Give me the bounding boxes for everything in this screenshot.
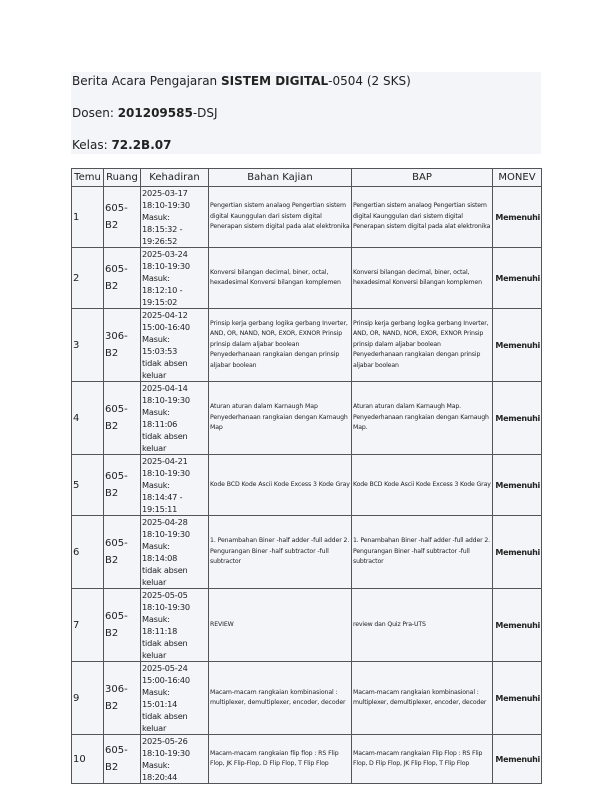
cell-bap: Konversi bilangan decimal, biner, octal, hexadesimal Konversi bilangan komplemen [352, 248, 493, 309]
cell-temu: 9 [72, 662, 104, 735]
cell-ruang: 605-B2 [104, 455, 141, 516]
cell-ruang: 605-B2 [104, 516, 141, 589]
cell-bap: Macam-macam rangkaian Flip Flop : RS Flip Flop, D Flip Flop, JK Flip Flop, T Flip Flop [352, 735, 493, 784]
cell-kehadiran: 2025-05-05 18:10-19:30 Masuk: 18:11:18 tidak absen keluar [141, 589, 209, 662]
cell-bap: Kode BCD Kode Ascii Kode Excess 3 Kode Gray [352, 455, 493, 516]
table-row [72, 455, 542, 516]
table-row [72, 662, 542, 735]
dosen-id: 201209585 [117, 106, 193, 120]
cell-bap: Macam-macam rangkaian kombinasional : multiplexer, demultiplexer, encoder, decoder [352, 662, 493, 735]
table-row [72, 516, 542, 589]
kelas-value: 72.2B.07 [111, 138, 172, 152]
col-bap: BAP [352, 169, 493, 187]
cell-bahan-kajian: Aturan aturan dalam Karnaugh Map Penyederhanaan rangkaian dengan Karnaugh Map [209, 382, 352, 455]
cell-bahan-kajian: 1. Penambahan Biner -half adder -full adder 2. Pengurangan Biner -half subtractor -full subtractor [209, 516, 352, 589]
cell-temu: 2 [72, 248, 104, 309]
cell-bap: Aturan aturan dalam Karnaugh Map. Penyederhanaan rangkaian dengan Karnaugh Map. [352, 382, 493, 455]
cell-monev: Memenuhi [493, 187, 542, 248]
title-prefix: Berita Acara Pengajaran [72, 74, 221, 88]
cell-ruang: 605-B2 [104, 589, 141, 662]
col-bahan-kajian: Bahan Kajian [209, 169, 352, 187]
cell-monev: Memenuhi [493, 735, 542, 784]
cell-ruang: 605-B2 [104, 248, 141, 309]
cell-bahan-kajian: Pengertian sistem analaog Pengertian sistem digital Kaunggulan dari sistem digital Penerapan sistem digital pada alat elektronika [209, 187, 352, 248]
cell-bahan-kajian: Kode BCD Kode Ascii Kode Excess 3 Kode Gray [209, 455, 352, 516]
cell-temu: 1 [72, 187, 104, 248]
col-temu: Temu [72, 169, 104, 187]
cell-kehadiran: 2025-05-24 15:00-16:40 Masuk: 15:01:14 tidak absen keluar [141, 662, 209, 735]
cell-bap: 1. Penambahan Biner -half adder -full adder 2. Pengurangan Biner -half subtractor -full subtractor [352, 516, 493, 589]
cell-bahan-kajian: Macam-macam rangkaian kombinasional : multiplexer, demultiplexer, encoder, decoder [209, 662, 352, 735]
cell-kehadiran: 2025-04-14 18:10-19:30 Masuk: 18:11:06 tidak absen keluar [141, 382, 209, 455]
course-code: -0504 (2 SKS) [328, 74, 411, 88]
cell-ruang: 605-B2 [104, 187, 141, 248]
cell-kehadiran: 2025-03-17 18:10-19:30 Masuk: 18:15:32 - 19:26:52 [141, 187, 209, 248]
cell-monev: Memenuhi [493, 309, 542, 382]
course-name: SISTEM DIGITAL [220, 74, 329, 88]
cell-ruang: 605-B2 [104, 382, 141, 455]
table-row [72, 382, 542, 455]
table-header-row [72, 169, 542, 187]
cell-monev: Memenuhi [493, 516, 542, 589]
table-row [72, 735, 542, 784]
cell-bahan-kajian: Konversi bilangan decimal, biner, octal, hexadesimal Konversi bilangan komplemen [209, 248, 352, 309]
col-ruang: Ruang [104, 169, 141, 187]
dosen-line [72, 105, 218, 121]
cell-monev: Memenuhi [493, 589, 542, 662]
cell-kehadiran: 2025-03-24 18:10-19:30 Masuk: 18:12:10 - 19:15:02 [141, 248, 209, 309]
col-kehadiran: Kehadiran [141, 169, 209, 187]
table-row [72, 248, 542, 309]
cell-bahan-kajian: REVIEW [209, 589, 352, 662]
cell-monev: Memenuhi [493, 455, 542, 516]
cell-ruang: 605-B2 [104, 735, 141, 784]
cell-bap: Prinsip kerja gerbang logika gerbang Inverter, AND, OR, NAND, NOR, EXOR, EXNOR Prinsip prinsip dalam aljabar boolean Penyederhanaan rangkaian dengan prinsip aljabar boolean [352, 309, 493, 382]
page-title [72, 73, 411, 89]
cell-bahan-kajian: Macam-macam rangkaian flip flop : RS Flip Flop, JK Flip-Flop, D Flip Flop, T Flip Flop [209, 735, 352, 784]
kelas-line [72, 137, 171, 153]
cell-temu: 6 [72, 516, 104, 589]
table-row [72, 187, 542, 248]
cell-temu: 5 [72, 455, 104, 516]
cell-bap: Pengertian sistem analaog Pengertian sistem digital Kaunggulan dari sistem digital Penerapan sistem digital pada alat elektronika [352, 187, 493, 248]
kelas-label: Kelas: [72, 138, 112, 152]
dosen-suffix: -DSJ [192, 106, 218, 120]
attendance-table [71, 168, 542, 784]
cell-ruang: 306-B2 [104, 662, 141, 735]
cell-temu: 4 [72, 382, 104, 455]
cell-kehadiran: 2025-04-12 15:00-16:40 Masuk: 15:03:53 tidak absen keluar [141, 309, 209, 382]
table-row [72, 589, 542, 662]
cell-temu: 10 [72, 735, 104, 784]
table-row [72, 309, 542, 382]
dosen-label: Dosen: [72, 106, 118, 120]
cell-monev: Memenuhi [493, 248, 542, 309]
cell-kehadiran: 2025-05-26 18:10-19:30 Masuk: 18:20:44 [141, 735, 209, 784]
cell-kehadiran: 2025-04-21 18:10-19:30 Masuk: 18:14:47 - 19:15:11 [141, 455, 209, 516]
cell-bahan-kajian: Prinsip kerja gerbang logika gerbang Inverter, AND, OR, NAND, NOR, EXOR, EXNOR Prinsip prinsip dalam aljabar boolean Penyederhanaan rangkaian dengan prinsip aljabar boolean [209, 309, 352, 382]
cell-ruang: 306-B2 [104, 309, 141, 382]
cell-monev: Memenuhi [493, 662, 542, 735]
cell-kehadiran: 2025-04-28 18:10-19:30 Masuk: 18:14:08 tidak absen keluar [141, 516, 209, 589]
cell-temu: 3 [72, 309, 104, 382]
cell-bap: review dan Quiz Pra-UTS [352, 589, 493, 662]
cell-temu: 7 [72, 589, 104, 662]
col-monev: MONEV [493, 169, 542, 187]
cell-monev: Memenuhi [493, 382, 542, 455]
